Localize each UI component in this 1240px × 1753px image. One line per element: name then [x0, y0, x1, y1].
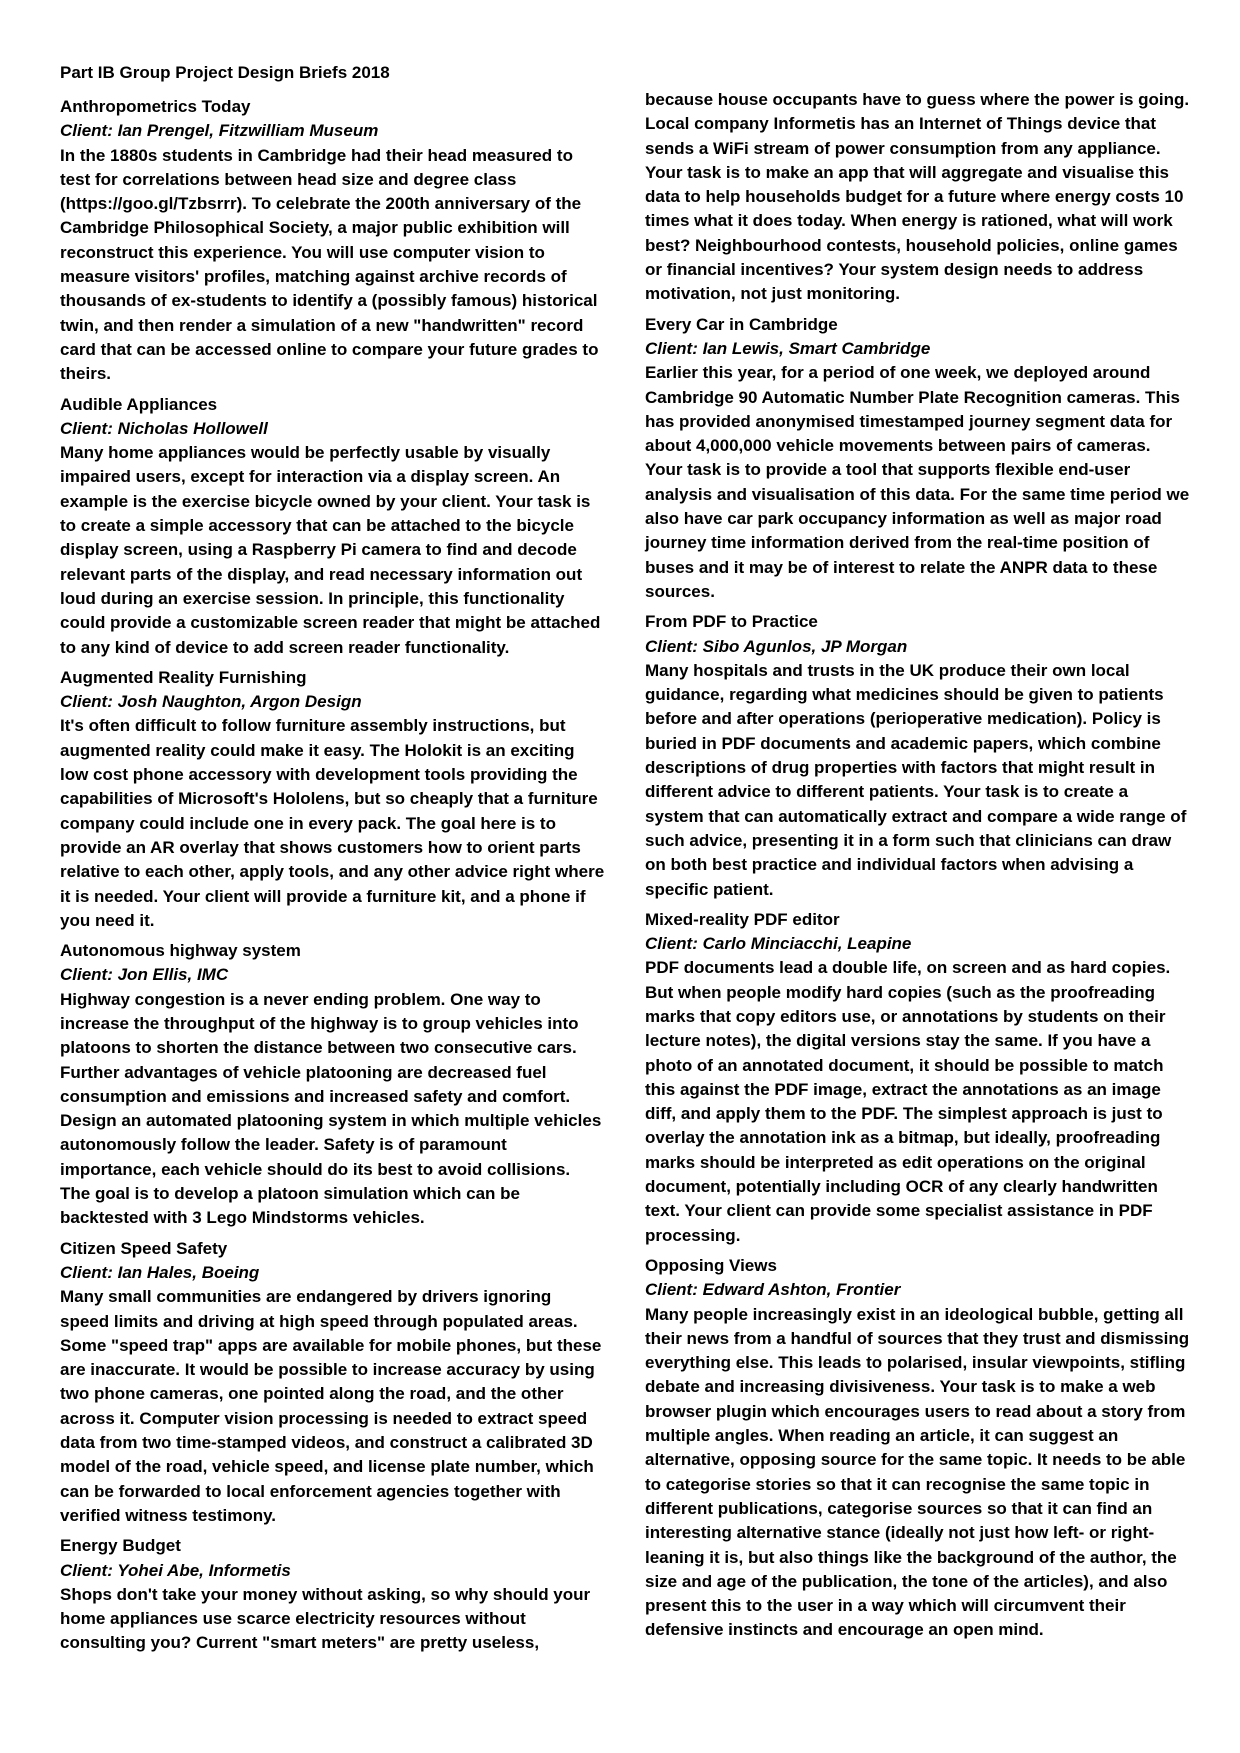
- project-title: Energy Budget: [60, 1536, 181, 1556]
- project-anthropometrics: [60, 95, 605, 387]
- project-title: Opposing Views: [645, 1255, 777, 1275]
- right-column: [645, 88, 1190, 1649]
- document-title: Part IB Group Project Design Briefs 2018: [60, 63, 390, 82]
- project-title: Autonomous highway system: [60, 941, 301, 961]
- project-client: Client: Ian Lewis, Smart Cambridge: [645, 338, 931, 358]
- project-client: Client: Ian Hales, Boeing: [60, 1262, 260, 1282]
- project-title: Mixed-reality PDF editor: [645, 909, 840, 929]
- project-title: Citizen Speed Safety: [60, 1238, 228, 1258]
- left-column: [60, 95, 605, 1662]
- project-description: Many small communities are endangered by drivers ignoring speed limits and driving at high speed through populated areas. Some "speed trap" apps are available for mobile phones, but these are inaccurate. It would be possible to increase accuracy by using two phone cameras, one pointed along the road, and the other across it. Computer vision processing is needed to extract speed data from two time-stamped videos, and construct a calibrated 3D model of the road, vehicle speed, and license plate number, which can be forwarded to local enforcement agencies together with verified witness testimony.: [60, 1287, 602, 1525]
- project-client: Client: Josh Naughton, Argon Design: [60, 692, 362, 712]
- project-title: From PDF to Practice: [645, 612, 818, 632]
- project-client: Client: Carlo Minciacchi, Leapine: [645, 934, 912, 954]
- project-audible-appliances: [60, 393, 605, 660]
- project-description: In the 1880s students in Cambridge had their head measured to test for correlations between head size and degree class (https://goo.gl/Tzbsrrr). To celebrate the 200th anniversary of the Cambridge Philosophical Society, a major public exhibition will reconstruct this experience. You will use computer vision to measure visitors' profiles, matching against archive records of thousands of ex-students to identify a (possibly famous) historical twin, and then render a simulation of a new "handwritten" record card that can be accessed online to compare your future grades to theirs.: [60, 145, 599, 384]
- project-autonomous-highway: [60, 939, 605, 1231]
- project-ar-furnishing: [60, 666, 605, 933]
- project-client: Client: Yohei Abe, Informetis: [60, 1560, 291, 1580]
- project-pdf-to-practice: [645, 610, 1190, 902]
- project-opposing-views: [645, 1254, 1190, 1643]
- project-every-car: [645, 313, 1190, 605]
- project-description: Earlier this year, for a period of one week, we deployed around Cambridge 90 Automatic Number Plate Recognition cameras. This has provided anonymised timestamped journey segment data for about 4,000,000 vehicle movements between pairs of cameras. Your task is to provide a tool that supports flexible end-user analysis and visualisation of this data. For the same time period we also have car park occupancy information as well as major road journey time information derived from the real-time position of buses and it may be of interest to relate the ANPR data to these sources.: [645, 363, 1190, 601]
- project-energy-budget: [60, 1534, 605, 1655]
- project-title: Augmented Reality Furnishing: [60, 667, 307, 687]
- project-description: Many hospitals and trusts in the UK produce their own local guidance, regarding what medicines should be given to patients before and after operations (perioperative medication). Policy is buried in PDF documents and academic papers, which combine descriptions of drug properties with factors that might result in different advice to different patients. Your task is to create a system that can automatically extract and compare a wide range of such advice, presenting it in a form such that clinicians can draw on both best practice and individual factors when advising a specific patient.: [645, 660, 1187, 899]
- project-client: Client: Edward Ashton, Frontier: [645, 1280, 901, 1300]
- project-description: PDF documents lead a double life, on screen and as hard copies. But when people modify hard copies (such as the proofreading marks that copy editors use, or annotations by students on their lecture notes), the digital versions stay the same. If you have a photo of an annotated document, it should be possible to match this against the PDF image, extract the annotations as an image diff, and apply them to the PDF. The simplest approach is just to overlay the annotation ink as a bitmap, but ideally, proofreading marks should be interpreted as edit operations on the original document, potentially including OCR of any clearly handwritten text. Your client can provide some specialist assistance in PDF processing.: [645, 958, 1171, 1245]
- project-title: Anthropometrics Today: [60, 97, 251, 116]
- project-mixed-reality-pdf: [645, 908, 1190, 1248]
- project-title: Every Car in Cambridge: [645, 314, 838, 334]
- project-citizen-speed-safety: [60, 1237, 605, 1529]
- project-description: It's often difficult to follow furniture assembly instructions, but augmented reality could make it easy. The Holokit is an exciting low cost phone accessory with development tools providing the capabilities of Microsoft's Hololens, but so cheaply that a furniture company could include one in every pack. The goal here is to provide an AR overlay that shows customers how to orient parts relative to each other, apply tools, and any other advice right where it is needed. Your client will provide a furniture kit, and a phone if you need it.: [60, 716, 605, 930]
- project-client: Client: Ian Prengel, Fitzwilliam Museum: [60, 121, 379, 141]
- project-description: Shops don't take your money without asking, so why should your home appliances use scarce electricity resources without consulting you? Current "smart meters" are pretty useless,: [60, 1584, 591, 1653]
- project-description: Highway congestion is a never ending problem. One way to increase the throughput of the highway is to group vehicles into platoons to shorten the distance between two consecutive cars. Further advantages of vehicle platooning are decreased fuel consumption and emissions and increased safety and comfort. Design an automated platooning system in which multiple vehicles autonomously follow the leader. Safety is of paramount importance, each vehicle should do its best to avoid collisions. The goal is to develop a platoon simulation which can be backtested with 3 Lego Mindstorms vehicles.: [60, 989, 602, 1228]
- energy-budget-continuation: because house occupants have to guess where the power is going. Local company Informetis has an Internet of Things device that sends a WiFi stream of power consumption from any appliance. Your task is to make an app that will aggregate and visualise this data to help households budget for a future where energy costs 10 times what it does today. When energy is rationed, what will work best? Neighbourhood contests, household policies, online games or financial incentives? Your system design needs to address motivation, not just monitoring.: [645, 90, 1190, 304]
- project-client: Client: Nicholas Hollowell: [60, 418, 268, 438]
- project-description: Many home appliances would be perfectly usable by visually impaired users, except for interaction via a display screen. An example is the exercise bicycle owned by your client. Your task is to create a simple accessory that can be attached to the bicycle display screen, using a Raspberry Pi camera to find and decode relevant parts of the display, and read necessary information out loud during an exercise session. In principle, this functionality could provide a customizable screen reader that might be attached to any kind of device to add screen reader functionality.: [60, 443, 601, 657]
- project-client: Client: Sibo Agunlos, JP Morgan: [645, 636, 908, 656]
- project-description: Many people increasingly exist in an ideological bubble, getting all their news from a handful of sources that they trust and dismissing everything else. This leads to polarised, insular viewpoints, stifling debate and increasing divisiveness. Your task is to make a web browser plugin which encourages users to read about a story from multiple angles. When reading an article, it can suggest an alternative, opposing source for the same topic. It needs to be able to categorise stories so that it can recognise the same topic in different publications, categorise sources so that it can find an interesting alternative stance (ideally not just how left- or right-leaning it is, but also things like the background of the author, the size and age of the publication, the tone of the articles), and also present this to the user in a way which will circumvent their defensive instincts and encourage an open mind.: [645, 1304, 1190, 1640]
- project-title: Audible Appliances: [60, 394, 218, 414]
- project-client: Client: Jon Ellis, IMC: [60, 965, 229, 985]
